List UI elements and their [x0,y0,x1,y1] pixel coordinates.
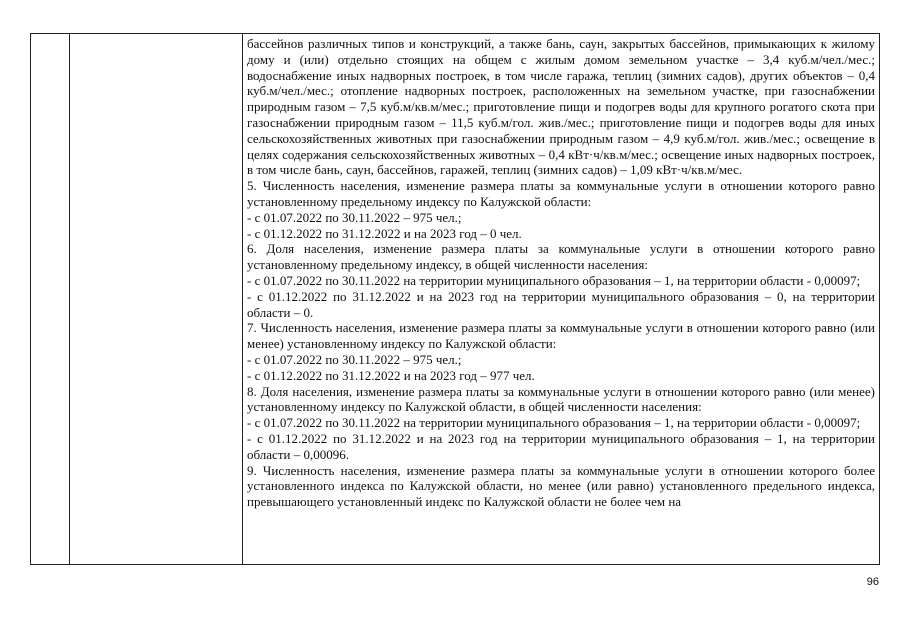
paragraph: бассейнов различных типов и конструкций, а также бань, саун, закрытых бассейнов, примыкающих к жилому дому и (или) отдельно стоящих на общем с жилым домом земельном участке – 3,4 куб.м/чел./мес.; водоснабжение иных надворных построек, в том числе гаража, теплиц (зимних садов), других объектов – 0,4 куб.м/чел./мес.; отопление надворных построек, расположенных на земельном участке, при газоснабжении природным газом – 7,5 куб.м/кв.м/мес.; приготовление пищи и подогрев воды для крупного рогатого скота при газоснабжении природным газом – 11,5 куб.м/гол. жив./мес.; приготовление пищи и подогрев воды для иных сельскохозяйственных животных при газоснабжении природным газом – 4,9 куб.м/гол. жив./мес.; освещение в целях содержания сельскохозяйственных животных – 0,4 кВт·ч/кв.м/мес.; освещение иных надворных построек, в том числе бань, саун, бассейнов, гаражей, теплиц (зимних садов) – 1,09 кВт·ч/кв.м/мес. [247,36,875,178]
paragraph: 9. Численность населения, изменение размера платы за коммунальные услуги в отношении которого более установленного индекса по Калужской области, но менее (или равно) установленного предельного индекса, превышающего установленный индекс по Калужской области не более чем на [247,462,875,510]
paragraph: - с 01.12.2022 по 31.12.2022 и на 2023 год на территории муниципального образования – 0, на территории области – 0. [247,288,875,320]
paragraph: 6. Доля населения, изменение размера платы за коммунальные услуги в отношении которого равно установленному предельному индексу, в общей численности населения: [247,241,875,273]
paragraph: - с 01.07.2022 по 30.11.2022 на территории муниципального образования – 1, на территории области - 0,00097; [247,272,861,288]
column-divider-2 [242,34,243,564]
document-table [30,33,880,565]
paragraph: - с 01.07.2022 по 30.11.2022 – 975 чел.; [247,351,462,367]
paragraph: - с 01.12.2022 по 31.12.2022 и на 2023 год на территории муниципального образования – 1, на территории области – 0,00096. [247,430,875,462]
paragraph: 8. Доля населения, изменение размера платы за коммунальные услуги в отношении которого равно (или менее) установленному индексу по Калужской области, в общей численности населения: [247,383,875,415]
page-number: 96 [866,576,879,588]
paragraph: - с 01.12.2022 по 31.12.2022 и на 2023 год – 0 чел. [247,225,522,241]
paragraph: - с 01.07.2022 по 30.11.2022 – 975 чел.; [247,209,462,225]
column-divider-1 [69,34,70,564]
paragraph: - с 01.12.2022 по 31.12.2022 и на 2023 год – 977 чел. [247,367,535,383]
text-cell [247,36,875,564]
paragraph: 7. Численность населения, изменение размера платы за коммунальные услуги в отношении которого равно (или менее) установленному индексу по Калужской области: [247,320,875,352]
paragraph: 5. Численность населения, изменение размера платы за коммунальные услуги в отношении которого равно установленному предельному индексу по Калужской области: [247,178,875,209]
paragraph: - с 01.07.2022 по 30.11.2022 на территории муниципального образования – 1, на территории области - 0,00097; [247,415,861,431]
